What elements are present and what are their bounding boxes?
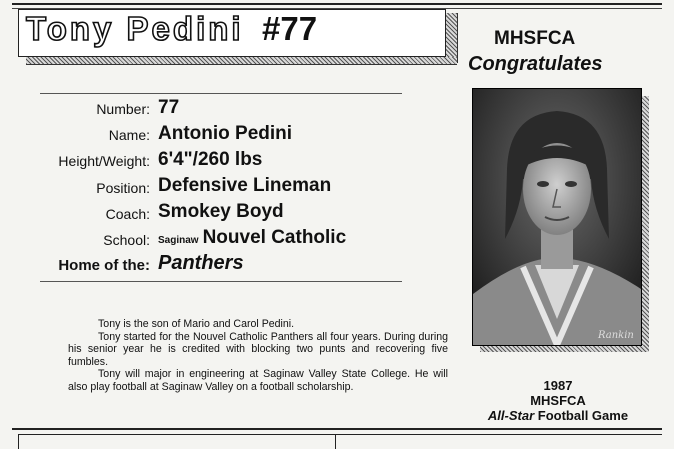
coach-label: Coach:: [105, 206, 150, 222]
name-value: Antonio Pedini: [158, 123, 293, 144]
info-bottom-rule: [40, 281, 402, 282]
game-allstar: All-Star: [487, 408, 535, 423]
height-weight-value: 6'4"/260 lbs: [158, 149, 263, 170]
coach-value: Smokey Boyd: [158, 201, 284, 222]
player-portrait-image: [473, 89, 641, 345]
photographer-signature: Rankin: [598, 330, 634, 341]
org-name: MHSFCA: [494, 28, 576, 49]
game-org: MHSFCA: [530, 393, 586, 408]
position-value: Defensive Lineman: [158, 175, 332, 196]
bottom-right-box: [334, 434, 662, 449]
game-rest: Football Game: [534, 408, 629, 423]
bottom-left-box: [18, 434, 336, 449]
position-label: Position:: [96, 180, 150, 196]
info-top-rule: [40, 93, 402, 94]
player-bio: [68, 318, 448, 394]
name-label: Name:: [108, 127, 150, 143]
school-name: Nouvel Catholic: [202, 227, 347, 248]
number-label: Number:: [96, 101, 150, 117]
game-info: [470, 378, 646, 423]
mascot-value: Panthers: [158, 252, 244, 274]
bio-paragraph: Tony will major in engineering at Saginaw Valley State College. He will also play football at Saginaw Valley on a football scholarship.: [68, 368, 448, 393]
title-box-shadow-bottom: [26, 57, 457, 65]
height-weight-label: Height/Weight:: [58, 153, 150, 169]
player-photo: [472, 88, 642, 346]
school-label: School:: [103, 232, 150, 248]
bio-paragraph: Tony started for the Nouvel Catholic Panthers all four years. During during his senior year he is credited with blocking two punts and recovering five fumbles.: [68, 330, 448, 368]
title-box-shadow: [446, 13, 458, 63]
top-border-line: [12, 3, 662, 5]
school-value: [158, 227, 346, 249]
game-title: [470, 408, 646, 423]
bio-paragraph: Tony is the son of Mario and Carol Pedini.: [98, 318, 295, 330]
player-name-title: Tony Pedini: [26, 10, 244, 47]
player-number-title: #77: [262, 10, 318, 47]
bottom-border-line: [12, 428, 662, 430]
congratulates-text: Congratulates: [468, 53, 603, 75]
home-of-label: Home of the:: [58, 257, 150, 274]
game-year: 1987: [543, 378, 573, 393]
photo-shadow: [641, 96, 649, 352]
school-city: Saginaw: [158, 235, 199, 246]
number-value: 77: [158, 97, 180, 118]
